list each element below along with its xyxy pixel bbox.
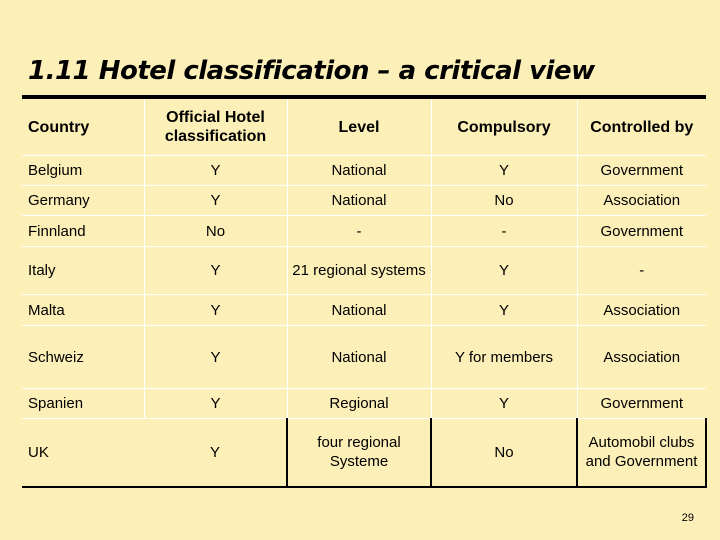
cell-controlled-by: Association — [577, 326, 706, 389]
cell-compulsory: Y — [431, 156, 577, 186]
cell-compulsory: No — [431, 186, 577, 216]
cell-controlled-by: Association — [577, 186, 706, 216]
cell-level: - — [287, 216, 431, 247]
cell-country: Spanien — [22, 389, 144, 419]
table-header-row — [22, 99, 706, 156]
cell-country: Schweiz — [22, 326, 144, 389]
table-row — [22, 295, 706, 326]
cell-official: Y — [144, 247, 287, 295]
hotel-classification-table — [22, 99, 707, 488]
cell-official: Y — [144, 295, 287, 326]
cell-compulsory: Y — [431, 247, 577, 295]
cell-controlled-by: Association — [577, 295, 706, 326]
cell-controlled-by: Government — [577, 389, 706, 419]
cell-level: 21 regional systems — [287, 247, 431, 295]
cell-controlled-by: Government — [577, 156, 706, 186]
table-row — [22, 247, 706, 295]
header-official-classification: Official Hotel classification — [144, 99, 287, 156]
cell-compulsory: Y for members — [431, 326, 577, 389]
cell-compulsory: - — [431, 216, 577, 247]
cell-level: National — [287, 326, 431, 389]
cell-controlled-by: Automobil clubs and Government — [577, 419, 706, 487]
table-row — [22, 156, 706, 186]
header-level: Level — [287, 99, 431, 156]
table-row — [22, 186, 706, 216]
cell-official: Y — [144, 186, 287, 216]
header-compulsory: Compulsory — [431, 99, 577, 156]
table-row — [22, 389, 706, 419]
cell-compulsory: No — [431, 419, 577, 487]
cell-level: four regional Systeme — [287, 419, 431, 487]
cell-country: Germany — [22, 186, 144, 216]
cell-official: Y — [144, 156, 287, 186]
cell-country: Malta — [22, 295, 144, 326]
cell-controlled-by: - — [577, 247, 706, 295]
cell-compulsory: Y — [431, 295, 577, 326]
header-controlled-by: Controlled by — [577, 99, 706, 156]
cell-compulsory: Y — [431, 389, 577, 419]
header-country: Country — [22, 99, 144, 156]
cell-official: No — [144, 216, 287, 247]
table-row — [22, 419, 706, 487]
cell-controlled-by: Government — [577, 216, 706, 247]
cell-official: Y — [144, 326, 287, 389]
cell-official: Y — [144, 419, 287, 487]
cell-official: Y — [144, 389, 287, 419]
cell-level: National — [287, 156, 431, 186]
table-row — [22, 326, 706, 389]
cell-level: National — [287, 186, 431, 216]
cell-country: UK — [22, 419, 144, 487]
cell-level: Regional — [287, 389, 431, 419]
cell-country: Italy — [22, 247, 144, 295]
table-row — [22, 216, 706, 247]
slide-title: 1.11 Hotel classification – a critical view — [28, 56, 595, 86]
cell-country: Finnland — [22, 216, 144, 247]
cell-level: National — [287, 295, 431, 326]
cell-country: Belgium — [22, 156, 144, 186]
page-number: 29 — [681, 512, 694, 524]
